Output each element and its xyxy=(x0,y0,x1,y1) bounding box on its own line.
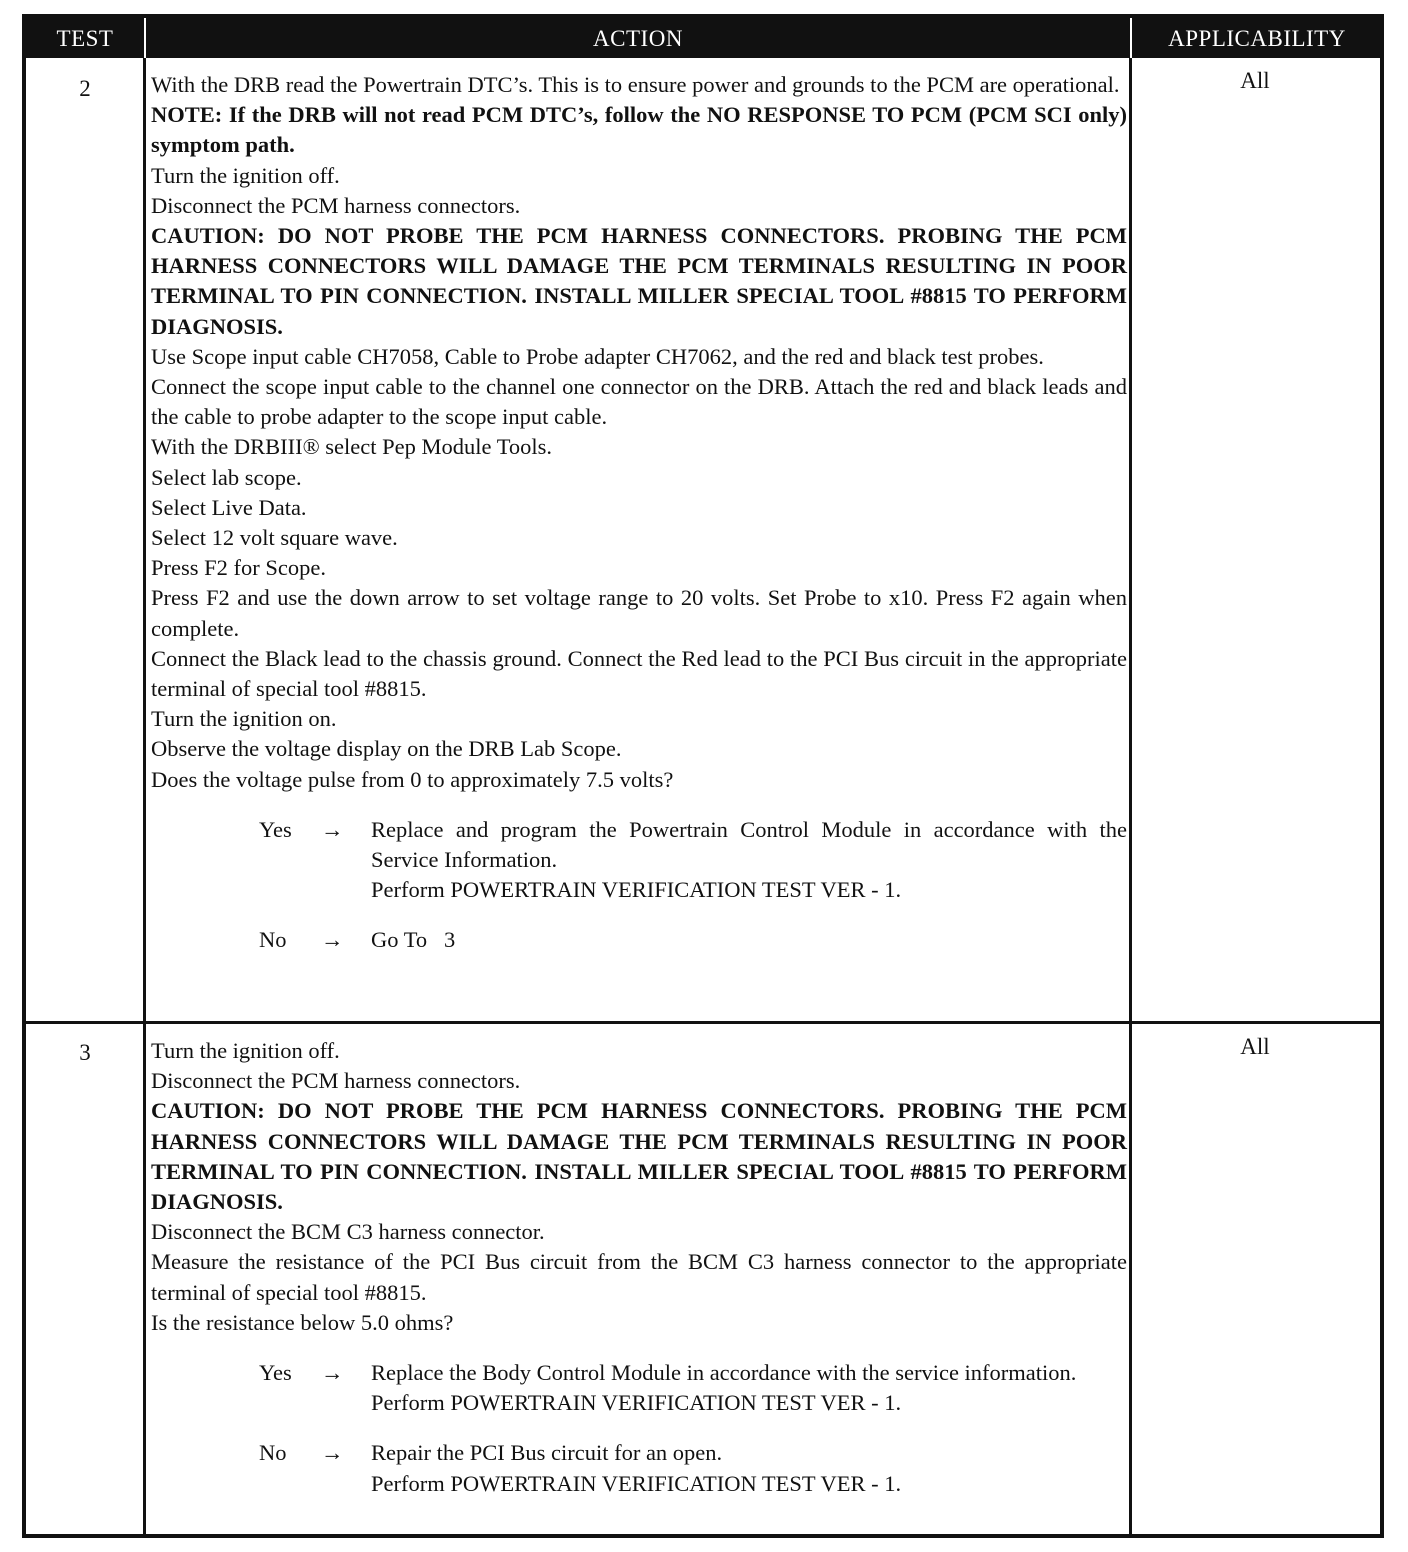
table-header xyxy=(26,18,1380,58)
row-divider xyxy=(26,1021,1380,1024)
header-applicability: APPLICABILITY xyxy=(1168,26,1346,51)
outcome-text: Repair the PCI Bus circuit for an open. xyxy=(371,1440,723,1466)
arrow-icon: → xyxy=(321,1440,344,1466)
caution-text: CAUTION: DO NOT PROBE THE PCM HARNESS CONNECTORS. PROBING THE PCM HARNESS CONNECTORS WILL DAMAGE THE PCM TERMINALS RESULTING IN POOR TERMINAL TO PIN CONNECTION. INSTALL MILLER SPECIAL TOOL #8815 TO PERFORM DIAGNOSIS. xyxy=(151,1098,1127,1215)
column-divider xyxy=(1129,58,1132,1538)
action-step: Turn the ignition off. xyxy=(151,1038,340,1063)
yes-label: Yes xyxy=(259,816,292,842)
note-text: NOTE: If the DRB will not read PCM DTC’s, follow the NO RESPONSE TO PCM (PCM SCI only) symptom path. xyxy=(151,102,1127,158)
action-step: Turn the ignition off. xyxy=(151,162,340,188)
yes-label: Yes xyxy=(259,1360,292,1386)
header-action: ACTION xyxy=(593,26,683,51)
action-step: Does the voltage pulse from 0 to approximately 7.5 volts? xyxy=(151,766,674,792)
action-step: Disconnect the PCM harness connectors. xyxy=(151,1068,521,1094)
header-test: TEST xyxy=(56,26,114,51)
no-outcome xyxy=(259,925,1127,955)
diagnostic-table xyxy=(22,14,1384,1538)
outcome-text: Replace the Body Control Module in accordance with the service information. xyxy=(371,1360,1077,1386)
test-number: 3 xyxy=(79,1040,91,1065)
outcome-text: Perform POWERTRAIN VERIFICATION TEST VER - 1. xyxy=(371,877,902,903)
action-step: Press F2 and use the down arrow to set voltage range to 20 volts. Set Probe to x10. Press F2 again when complete. xyxy=(151,585,1127,641)
action-step: With the DRBIII® select Pep Module Tools. xyxy=(151,434,553,460)
action-step: Turn the ignition on. xyxy=(151,706,337,732)
action-step: Connect the scope input cable to the channel one connector on the DRB. Attach the red and black leads and the cable to probe adapter to the scope input cable. xyxy=(151,374,1127,430)
yes-outcome xyxy=(259,815,1127,906)
action-step: Press F2 for Scope. xyxy=(151,555,326,581)
no-label: No xyxy=(259,1440,287,1466)
arrow-icon: → xyxy=(321,816,344,842)
action-step: Observe the voltage display on the DRB Lab Scope. xyxy=(151,736,622,762)
no-label: No xyxy=(259,927,287,953)
action-cell xyxy=(151,70,1127,956)
arrow-icon: → xyxy=(321,927,344,953)
outcome-text: Perform POWERTRAIN VERIFICATION TEST VER - 1. xyxy=(371,1470,902,1496)
applicability-value: All xyxy=(1240,1034,1270,1059)
arrow-icon: → xyxy=(321,1360,344,1386)
outcome-text: Replace and program the Powertrain Control Module in accordance with the Service Information. xyxy=(371,816,1127,873)
action-step: Use Scope input cable CH7058, Cable to Probe adapter CH7062, and the red and black test probes. xyxy=(151,343,1044,369)
action-step: Disconnect the PCM harness connectors. xyxy=(151,192,521,218)
outcome-text: Go To 3 xyxy=(371,927,456,953)
action-step: Disconnect the BCM C3 harness connector. xyxy=(151,1219,545,1245)
action-step: With the DRB read the Powertrain DTC’s. This is to ensure power and grounds to the PCM are operational. xyxy=(151,72,1120,97)
caution-text: CAUTION: DO NOT PROBE THE PCM HARNESS CONNECTORS. PROBING THE PCM HARNESS CONNECTORS WILL DAMAGE THE PCM TERMINALS RESULTING IN POOR TERMINAL TO PIN CONNECTION. INSTALL MILLER SPECIAL TOOL #8815 TO PERFORM DIAGNOSIS. xyxy=(151,223,1127,339)
outcome-text: Perform POWERTRAIN VERIFICATION TEST VER - 1. xyxy=(371,1390,902,1416)
action-step: Select 12 volt square wave. xyxy=(151,525,398,551)
action-step: Measure the resistance of the PCI Bus circuit from the BCM C3 harness connector to the appropriate terminal of special tool #8815. xyxy=(151,1249,1127,1305)
action-step: Connect the Black lead to the chassis ground. Connect the Red lead to the PCI Bus circuit in the appropriate terminal of special tool #8815. xyxy=(151,645,1127,702)
test-number: 2 xyxy=(79,76,91,101)
action-cell xyxy=(151,1036,1127,1499)
applicability-value: All xyxy=(1240,68,1270,93)
column-divider xyxy=(143,58,146,1538)
action-step: Select lab scope. xyxy=(151,464,302,490)
action-step: Is the resistance below 5.0 ohms? xyxy=(151,1309,454,1335)
action-step: Select Live Data. xyxy=(151,494,307,520)
yes-outcome xyxy=(259,1358,1127,1418)
no-outcome xyxy=(259,1438,1127,1498)
